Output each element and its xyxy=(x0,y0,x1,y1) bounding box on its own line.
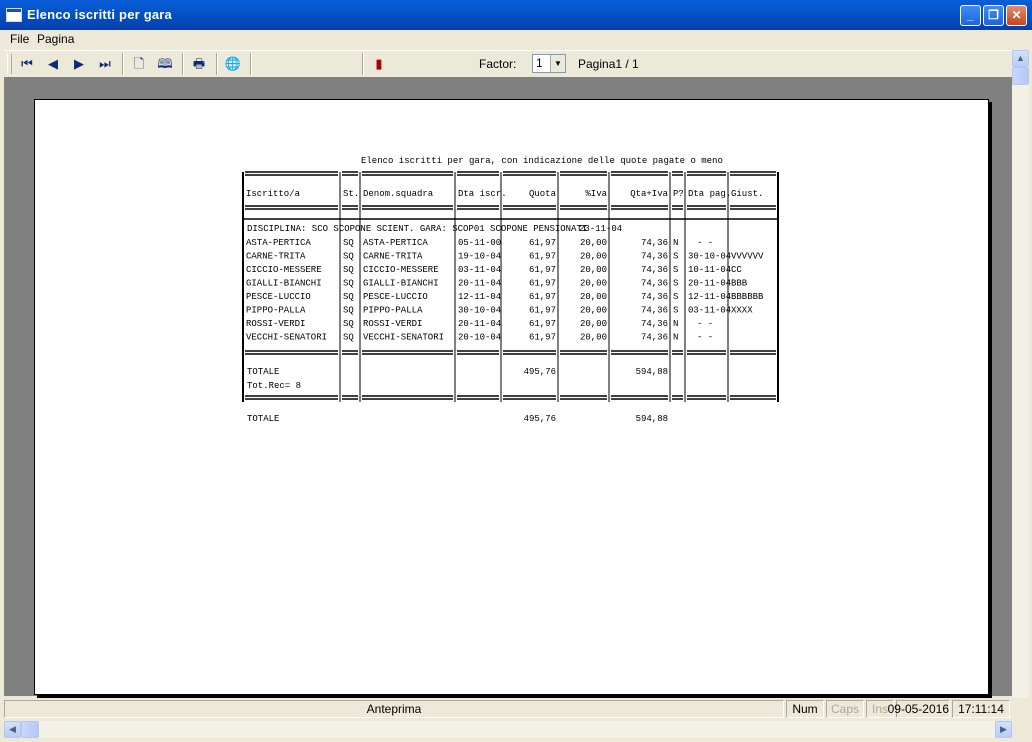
table-cell: VECCHI-SENATORI xyxy=(363,332,445,343)
status-time: 17:11:14 xyxy=(952,700,1010,718)
table-cell: GIALLI-BIANCHI xyxy=(246,278,322,289)
report-canvas xyxy=(35,100,988,694)
table-cell: 03-11-04 xyxy=(688,305,732,316)
status-num: Num xyxy=(786,700,824,718)
table-cell: BBB xyxy=(731,278,748,289)
table-cell: S xyxy=(673,265,679,275)
table-row xyxy=(246,306,753,316)
table-cell: 61,97 xyxy=(528,292,556,302)
scroll-left-button[interactable]: ◀ xyxy=(4,721,21,738)
table-cell: S xyxy=(673,292,679,302)
horizontal-scrollbar[interactable] xyxy=(4,721,1012,738)
menu-file[interactable]: File xyxy=(10,32,30,46)
toolbar-separator xyxy=(122,53,124,75)
menu-pagina[interactable]: Pagina xyxy=(37,32,75,46)
two-pages-icon[interactable]: 🕮 xyxy=(157,56,173,71)
column-header: P? xyxy=(673,189,684,199)
minimize-icon: _ xyxy=(967,8,974,22)
table-row xyxy=(246,252,764,262)
table-cell: ASTA-PERTICA xyxy=(246,238,311,248)
column-header: Dta iscr. xyxy=(458,189,507,199)
factor-select[interactable] xyxy=(532,54,566,73)
table-cell: 74,36 xyxy=(640,265,668,275)
table-cell: BBBBBB xyxy=(731,292,764,302)
table-cell: N xyxy=(673,238,679,248)
table-cell: 74,36 xyxy=(640,251,668,262)
column-header: Dta pag. xyxy=(688,189,732,199)
horizontal-scroll-thumb[interactable] xyxy=(21,721,39,738)
table-cell: 20,00 xyxy=(579,319,607,329)
table-cell: CARNE-TRITA xyxy=(246,251,306,262)
grand-total-label: TOTALE xyxy=(247,414,280,424)
table-cell: SQ xyxy=(343,265,354,275)
group-date: 23-11-04 xyxy=(579,224,623,234)
table-cell: 20,00 xyxy=(579,305,607,316)
app-window-icon xyxy=(6,8,22,22)
record-count: Tot.Rec= 8 xyxy=(247,381,302,391)
table-cell: CICCIO-MESSERE xyxy=(363,265,439,275)
table-cell: 12-11-04 xyxy=(688,292,732,302)
toolbar-separator xyxy=(250,53,252,75)
table-cell: CARNE-TRITA xyxy=(363,251,423,262)
window-title: Elenco iscritti per gara xyxy=(27,7,172,22)
report-title: Elenco iscritti per gara, con indicazione delle quote pagate o meno xyxy=(361,156,723,166)
preview-area[interactable] xyxy=(4,77,1012,696)
table-cell: PESCE-LUCCIO xyxy=(363,292,428,302)
chevron-down-icon[interactable]: ▼ xyxy=(550,55,565,72)
table-cell: VECCHI-SENATORI xyxy=(246,332,328,343)
table-cell: - - xyxy=(697,238,714,248)
table-cell: 61,97 xyxy=(528,251,556,262)
page-indicator: Pagina1 / 1 xyxy=(578,57,639,71)
table-cell: N xyxy=(673,332,679,343)
table-cell: 20,00 xyxy=(579,251,607,262)
table-cell: 30-10-04 xyxy=(688,251,732,262)
scroll-right-button[interactable]: ▶ xyxy=(995,721,1012,738)
report-page xyxy=(34,99,989,695)
status-caps: Caps xyxy=(826,700,864,718)
column-header: Denom.squadra xyxy=(363,189,434,199)
table-row xyxy=(246,292,764,302)
toolbar xyxy=(4,50,1012,78)
table-cell: 20,00 xyxy=(579,278,607,289)
toolbar-separator xyxy=(182,53,184,75)
previous-page-icon[interactable]: ◀ xyxy=(48,56,58,71)
table-cell: - - xyxy=(697,332,714,343)
column-header: Qta+Iva xyxy=(630,189,668,199)
vertical-scrollbar[interactable] xyxy=(1012,50,1029,720)
single-page-icon[interactable]: 🗋 xyxy=(133,56,145,71)
table-cell: ROSSI-VERDI xyxy=(246,319,306,329)
table-cell: 10-11-04 xyxy=(688,265,732,275)
table-cell: 74,36 xyxy=(640,319,668,329)
vertical-scroll-thumb[interactable] xyxy=(1012,67,1029,85)
table-cell: 61,97 xyxy=(528,265,556,275)
maximize-button[interactable] xyxy=(983,5,1004,26)
table-cell: 20,00 xyxy=(579,265,607,275)
table-cell: CICCIO-MESSERE xyxy=(246,265,322,275)
table-cell: 30-10-04 xyxy=(458,305,502,316)
toolbar-grip[interactable] xyxy=(7,54,12,74)
table-cell: 20-10-04 xyxy=(458,332,502,343)
table-cell: PIPPO-PALLA xyxy=(246,305,306,316)
table-cell: 61,97 xyxy=(528,305,556,316)
table-cell: 74,36 xyxy=(640,292,668,302)
table-cell: 20-11-04 xyxy=(458,278,502,289)
restore-icon: ❐ xyxy=(988,8,999,22)
close-button[interactable] xyxy=(1006,5,1027,26)
subtotal-label: TOTALE xyxy=(247,367,280,377)
scroll-up-button[interactable]: ▲ xyxy=(1012,50,1029,67)
grand-total-quota: 495,76 xyxy=(523,414,556,424)
status-date: 09-05-2016 xyxy=(887,702,949,716)
table-cell: 74,36 xyxy=(640,332,668,343)
table-cell: PIPPO-PALLA xyxy=(363,305,423,316)
report-rows xyxy=(246,238,764,343)
table-row xyxy=(246,319,713,329)
table-cell: SQ xyxy=(343,305,354,316)
table-cell: SQ xyxy=(343,251,354,262)
factor-label: Factor: xyxy=(479,57,517,71)
table-cell: N xyxy=(673,319,679,329)
table-cell: VVVVVV xyxy=(731,251,764,262)
table-cell: SQ xyxy=(343,278,354,289)
menu-bar xyxy=(0,30,1032,50)
grand-total-qta: 594,88 xyxy=(635,414,668,424)
table-cell: 20,00 xyxy=(579,332,607,343)
table-cell: SQ xyxy=(343,319,354,329)
column-header: Quota xyxy=(528,189,556,199)
table-cell: S xyxy=(673,278,679,289)
table-cell: 03-11-04 xyxy=(458,265,502,275)
table-cell: SQ xyxy=(343,292,354,302)
table-cell: SQ xyxy=(343,332,354,343)
factor-value: 1 xyxy=(536,56,543,70)
column-header: Giust. xyxy=(731,189,764,199)
table-cell: CC xyxy=(731,265,742,275)
table-row xyxy=(246,265,742,275)
subtotal-qta: 594,88 xyxy=(635,367,668,377)
minimize-button[interactable] xyxy=(960,5,981,26)
table-cell: 20,00 xyxy=(579,238,607,248)
status-bar xyxy=(0,698,1032,720)
column-header: St. xyxy=(343,189,360,199)
table-cell: 05-11-00 xyxy=(458,238,502,248)
status-main: Anteprima xyxy=(4,700,784,718)
table-row xyxy=(246,333,713,343)
next-page-icon[interactable]: ▶ xyxy=(74,56,84,71)
table-row xyxy=(246,279,748,289)
column-header: Iscritto/a xyxy=(246,189,301,199)
close-icon: ✕ xyxy=(1011,8,1022,22)
table-cell: GIALLI-BIANCHI xyxy=(363,278,439,289)
table-row xyxy=(246,238,713,248)
table-cell: 61,97 xyxy=(528,238,556,248)
table-cell: 12-11-04 xyxy=(458,292,502,302)
last-page-icon[interactable]: ⏭ xyxy=(99,56,111,71)
toolbar-separator xyxy=(362,53,364,75)
table-cell: 61,97 xyxy=(528,332,556,343)
table-cell: SQ xyxy=(343,238,354,248)
subtotal-quota: 495,76 xyxy=(523,367,556,377)
title-bar[interactable] xyxy=(0,0,1032,30)
status-ins: Ins xyxy=(866,700,894,718)
table-cell: PESCE-LUCCIO xyxy=(246,292,311,302)
table-cell: 74,36 xyxy=(640,278,668,289)
table-cell: S xyxy=(673,305,679,316)
exit-door-icon[interactable]: ▮ xyxy=(375,56,383,71)
table-cell: XXXX xyxy=(731,305,753,316)
report-header xyxy=(246,189,763,199)
table-cell: 20-11-04 xyxy=(688,278,732,289)
export-globe-icon[interactable]: 🌐 xyxy=(224,56,242,71)
table-cell: 20,00 xyxy=(579,292,607,302)
table-cell: S xyxy=(673,251,679,262)
table-cell: 20-11-04 xyxy=(458,319,502,329)
table-cell: - - xyxy=(697,319,714,329)
column-header: %Iva xyxy=(585,189,607,199)
table-cell: 74,36 xyxy=(640,238,668,248)
group-line: DISCIPLINA: SCO SCOPONE SCIENT. GARA: SCOP01 SCOPONE PENSIONATI xyxy=(247,224,588,234)
printer-icon[interactable]: 🖶 xyxy=(192,56,206,71)
table-cell: 74,36 xyxy=(640,305,668,316)
table-cell: ASTA-PERTICA xyxy=(363,238,428,248)
table-cell: ROSSI-VERDI xyxy=(363,319,423,329)
first-page-icon[interactable]: ⏮ xyxy=(21,56,33,71)
table-cell: 19-10-04 xyxy=(458,251,502,262)
toolbar-separator xyxy=(216,53,218,75)
table-cell: 61,97 xyxy=(528,278,556,289)
table-cell: 61,97 xyxy=(528,319,556,329)
